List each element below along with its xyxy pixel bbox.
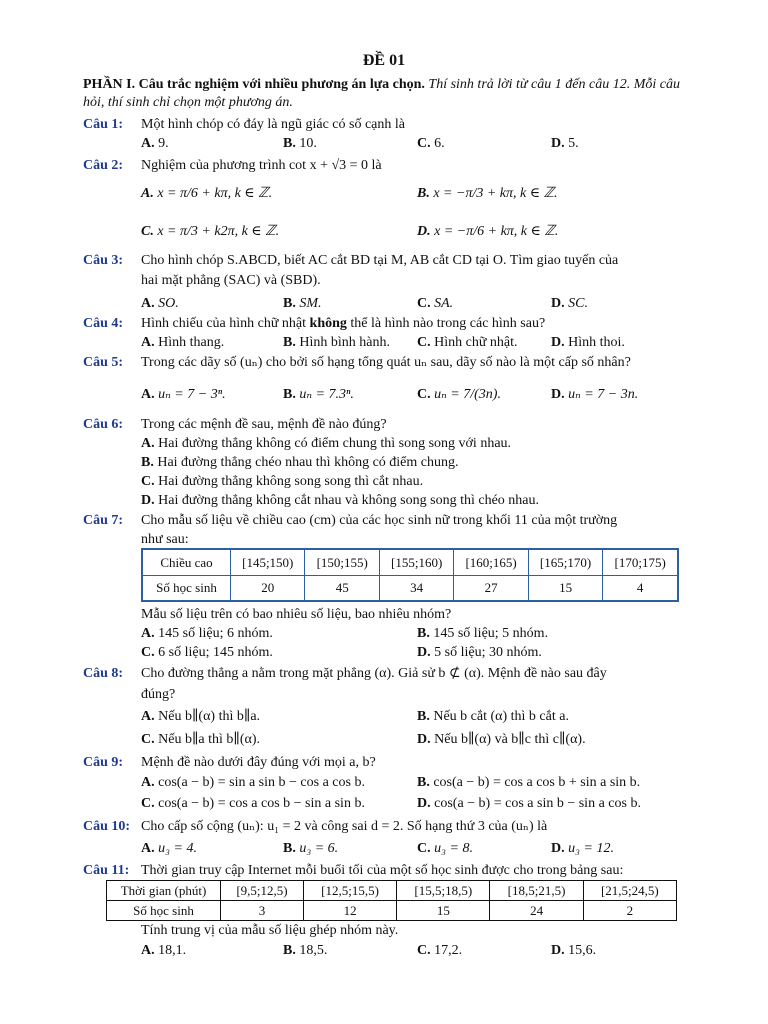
- option-label: C.: [141, 645, 155, 660]
- internet-time-table: [106, 880, 677, 921]
- option-label: B.: [141, 455, 154, 470]
- option-value: Nếu b∥(α) và b∥c thì c∥(α).: [434, 732, 586, 747]
- table-row: [142, 549, 678, 575]
- question-text: Trong các mệnh đề sau, mệnh đề nào đúng?: [141, 417, 387, 432]
- option-label: A.: [141, 436, 155, 451]
- question-text: Một hình chóp có đáy là ngũ giác có số cạnh là: [141, 117, 405, 132]
- option-label: C.: [141, 474, 155, 489]
- option-value: u₃ = 12.: [568, 841, 614, 856]
- option-label: C.: [141, 732, 155, 747]
- table-cell: 15: [397, 901, 490, 921]
- question-text: [141, 315, 545, 332]
- option-a: [141, 435, 511, 452]
- question-label: Câu 5:: [83, 355, 124, 370]
- table-cell: [155;160): [379, 549, 453, 575]
- option-label: D.: [417, 732, 431, 747]
- table-cell: [170;175): [603, 549, 678, 575]
- question-text-continued: đúng?: [141, 687, 176, 702]
- table-cell: 45: [305, 575, 379, 601]
- table-cell: [145;150): [231, 549, 305, 575]
- option-d: [551, 295, 588, 312]
- table-cell: 2: [583, 901, 676, 921]
- option-d: [417, 223, 558, 240]
- option-value: Hai đường thẳng không song song thì cắt nhau.: [158, 474, 424, 489]
- option-label: A.: [141, 296, 155, 311]
- option-label: D.: [417, 224, 431, 239]
- option-d: [551, 942, 596, 959]
- table-header-cell: Số học sinh: [107, 901, 221, 921]
- option-label: D.: [141, 493, 155, 508]
- option-label: A.: [141, 136, 155, 151]
- option-a: [141, 135, 169, 152]
- question-text: Cho cấp số cộng (uₙ): u₁ = 2 và công sai d = 2. Số hạng thứ 3 của (uₙ) là: [141, 819, 548, 834]
- option-a: [141, 840, 197, 857]
- option-value: uₙ = 7.3ⁿ.: [299, 387, 354, 402]
- option-a: [141, 334, 224, 351]
- option-value: x = π/6 + kπ, k ∈ ℤ.: [157, 186, 273, 201]
- option-value: x = −π/6 + kπ, k ∈ ℤ.: [434, 224, 559, 239]
- option-c: [417, 840, 473, 857]
- exam-title: ĐỀ 01: [362, 52, 406, 69]
- table-cell: 3: [221, 901, 304, 921]
- option-d: [551, 840, 614, 857]
- option-a: [141, 185, 272, 202]
- option-value: Hai đường thẳng chéo nhau thì không có điểm chung.: [157, 455, 459, 470]
- option-c: [417, 135, 445, 152]
- table-cell: [160;165): [454, 549, 528, 575]
- option-c: [417, 334, 518, 351]
- option-label: C.: [417, 841, 431, 856]
- option-label: A.: [141, 841, 155, 856]
- option-label: A.: [141, 943, 155, 958]
- option-d: [551, 334, 625, 351]
- option-c: [141, 795, 365, 812]
- table-cell: 24: [490, 901, 583, 921]
- option-a: [141, 295, 179, 312]
- option-label: C.: [417, 387, 431, 402]
- question-text: Trong các dãy số (uₙ) cho bởi số hạng tổng quát uₙ sau, dãy số nào là một cấp số nhân?: [141, 355, 631, 370]
- option-d: [141, 492, 539, 509]
- option-b: [283, 942, 327, 959]
- question-label: Câu 10:: [83, 819, 131, 834]
- table-cell: [150;155): [305, 549, 379, 575]
- option-value: Hai đường thẳng không cắt nhau và không song song thì chéo nhau.: [158, 493, 539, 508]
- option-b: [283, 135, 317, 152]
- option-d: [551, 135, 579, 152]
- option-value: cos(a − b) = sin a sin b − cos a cos b.: [158, 775, 365, 790]
- option-value: Hai đường thẳng không có điểm chung thì song song với nhau.: [158, 436, 512, 451]
- option-value: 6 số liệu; 145 nhóm.: [158, 645, 273, 660]
- option-value: cos(a − b) = cos a cos b − sin a sin b.: [158, 796, 365, 811]
- question-text-continued: hai mặt phẳng (SAC) và (SBD).: [141, 273, 321, 288]
- option-value: SA.: [434, 296, 454, 311]
- question-text-end: thể là hình nào trong các hình sau?: [346, 316, 546, 331]
- option-c: [141, 223, 279, 240]
- option-a: [141, 386, 226, 403]
- option-b: [141, 454, 459, 471]
- option-value: Nếu b∥a thì b∥(α).: [158, 732, 261, 747]
- option-value: 17,2.: [434, 943, 463, 958]
- table-row: [107, 901, 677, 921]
- option-b: [283, 334, 390, 351]
- option-label: B.: [283, 296, 296, 311]
- option-label: D.: [551, 136, 565, 151]
- option-a: [141, 708, 260, 725]
- option-label: D.: [551, 841, 565, 856]
- question-text-emphasis: không: [309, 316, 347, 331]
- table-header-cell: Số học sinh: [142, 575, 231, 601]
- question-followup: Tính trung vị của mẫu số liệu ghép nhóm này.: [141, 923, 399, 938]
- question-label: Câu 9:: [83, 755, 124, 770]
- question-text-continued: như sau:: [141, 532, 189, 547]
- option-label: D.: [417, 645, 431, 660]
- option-c: [141, 731, 260, 748]
- option-c: [141, 644, 273, 661]
- option-value: Nếu b cắt (α) thì b cắt a.: [433, 709, 569, 724]
- option-label: B.: [417, 775, 430, 790]
- table-cell: [21,5;24,5): [583, 881, 676, 901]
- option-label: D.: [551, 387, 565, 402]
- option-d: [417, 795, 641, 812]
- option-b: [283, 295, 322, 312]
- option-d: [551, 386, 638, 403]
- option-value: Hình chữ nhật.: [434, 335, 518, 350]
- option-label: C.: [141, 796, 155, 811]
- option-value: x = −π/3 + kπ, k ∈ ℤ.: [433, 186, 558, 201]
- table-cell: 20: [231, 575, 305, 601]
- option-c: [141, 473, 423, 490]
- option-label: A.: [141, 775, 155, 790]
- question-label: Câu 6:: [83, 417, 124, 432]
- part-heading-bold: PHẦN I. Câu trắc nghiệm với nhiều phương án lựa chọn.: [83, 77, 425, 92]
- option-value: u₃ = 6.: [299, 841, 339, 856]
- option-value: 5.: [568, 136, 579, 151]
- option-a: [141, 774, 365, 791]
- option-value: 15,6.: [568, 943, 597, 958]
- option-value: Hình bình hành.: [299, 335, 390, 350]
- option-value: Hình thang.: [158, 335, 225, 350]
- question-text: Cho mẫu số liệu về chiều cao (cm) của các học sinh nữ trong khối 11 của một trường: [141, 513, 618, 528]
- option-value: 9.: [158, 136, 169, 151]
- table-cell: 4: [603, 575, 678, 601]
- option-label: D.: [417, 796, 431, 811]
- option-b: [417, 708, 569, 725]
- option-value: SO.: [158, 296, 179, 311]
- table-cell: 15: [528, 575, 602, 601]
- option-label: B.: [283, 335, 296, 350]
- option-c: [417, 386, 501, 403]
- option-value: Nếu b∥(α) thì b∥a.: [158, 709, 261, 724]
- question-text: Nghiệm của phương trình cot x + √3 = 0 là: [141, 158, 382, 173]
- table-cell: [9,5;12,5): [221, 881, 304, 901]
- option-label: D.: [551, 296, 565, 311]
- option-label: C.: [141, 224, 154, 239]
- option-b: [283, 386, 354, 403]
- option-value: uₙ = 7/(3n).: [434, 387, 501, 402]
- part-instructions: Thí sinh trả lời từ câu 1 đến câu 12. Mỗi câu hỏi, thí sinh chỉ chọn một phương án.: [83, 77, 680, 110]
- table-cell: [15,5;18,5): [397, 881, 490, 901]
- table-row: [107, 881, 677, 901]
- option-label: C.: [417, 296, 431, 311]
- option-d: [417, 644, 542, 661]
- option-value: u₃ = 8.: [434, 841, 473, 856]
- question-label: Câu 1:: [83, 117, 124, 132]
- option-label: D.: [551, 335, 565, 350]
- option-label: B.: [417, 626, 430, 641]
- option-value: SC.: [568, 296, 588, 311]
- option-label: C.: [417, 335, 431, 350]
- height-frequency-table: [141, 548, 679, 602]
- table-cell: [18,5;21,5): [490, 881, 583, 901]
- option-label: A.: [141, 387, 155, 402]
- question-text: Thời gian truy cập Internet mỗi buổi tối của một số học sinh được cho trong bảng sau:: [141, 863, 624, 878]
- option-label: B.: [283, 841, 296, 856]
- option-b: [417, 774, 640, 791]
- option-label: A.: [141, 709, 155, 724]
- option-value: cos(a − b) = cos a sin b − sin a cos b.: [434, 796, 641, 811]
- option-a: [141, 625, 273, 642]
- option-value: 18,1.: [158, 943, 187, 958]
- option-a: [141, 942, 186, 959]
- option-value: 5 số liệu; 30 nhóm.: [434, 645, 542, 660]
- option-value: x = π/3 + k2π, k ∈ ℤ.: [157, 224, 280, 239]
- question-text-start: Hình chiếu của hình chữ nhật: [141, 316, 310, 331]
- question-label: Câu 2:: [83, 158, 124, 173]
- option-b: [417, 185, 558, 202]
- question-text: Cho đường thẳng a nằm trong mặt phẳng (α). Giả sử b ⊄ (α). Mệnh đề nào sau đây: [141, 666, 607, 681]
- table-row: [142, 575, 678, 601]
- option-label: B.: [417, 186, 430, 201]
- option-d: [417, 731, 586, 748]
- option-label: A.: [141, 626, 155, 641]
- table-cell: [165;170): [528, 549, 602, 575]
- option-value: 6.: [434, 136, 445, 151]
- question-text: Cho hình chóp S.ABCD, biết AC cắt BD tại M, AB cắt CD tại O. Tìm giao tuyến của: [141, 253, 619, 268]
- table-header-cell: Chiều cao: [142, 549, 231, 575]
- option-value: 18,5.: [299, 943, 328, 958]
- table-cell: [12,5;15,5): [303, 881, 396, 901]
- option-label: A.: [141, 186, 154, 201]
- option-label: B.: [283, 943, 296, 958]
- question-label: Câu 8:: [83, 666, 124, 681]
- question-text: Mệnh đề nào dưới đây đúng với mọi a, b?: [141, 755, 376, 770]
- option-c: [417, 295, 453, 312]
- question-label: Câu 11:: [83, 863, 130, 878]
- option-label: C.: [417, 136, 431, 151]
- option-label: A.: [141, 335, 155, 350]
- option-value: u₃ = 4.: [158, 841, 197, 856]
- table-cell: 34: [379, 575, 453, 601]
- question-label: Câu 7:: [83, 513, 124, 528]
- option-value: 145 số liệu; 6 nhóm.: [158, 626, 273, 641]
- part-heading: [83, 76, 693, 112]
- option-label: B.: [283, 136, 296, 151]
- question-label: Câu 3:: [83, 253, 124, 268]
- option-value: Hình thoi.: [568, 335, 625, 350]
- option-label: B.: [283, 387, 296, 402]
- question-followup: Mẫu số liệu trên có bao nhiêu số liệu, bao nhiêu nhóm?: [141, 607, 452, 622]
- option-label: C.: [417, 943, 431, 958]
- option-value: 10.: [299, 136, 317, 151]
- option-value: 145 số liệu; 5 nhóm.: [433, 626, 549, 641]
- option-value: SM.: [299, 296, 322, 311]
- table-cell: 27: [454, 575, 528, 601]
- table-header-cell: Thời gian (phút): [107, 881, 221, 901]
- option-label: B.: [417, 709, 430, 724]
- option-value: uₙ = 7 − 3n.: [568, 387, 639, 402]
- option-b: [417, 625, 548, 642]
- option-value: uₙ = 7 − 3ⁿ.: [158, 387, 226, 402]
- option-c: [417, 942, 462, 959]
- question-label: Câu 4:: [83, 316, 124, 331]
- option-value: cos(a − b) = cos a cos b + sin a sin b.: [433, 775, 641, 790]
- option-label: D.: [551, 943, 565, 958]
- table-cell: 12: [303, 901, 396, 921]
- option-b: [283, 840, 338, 857]
